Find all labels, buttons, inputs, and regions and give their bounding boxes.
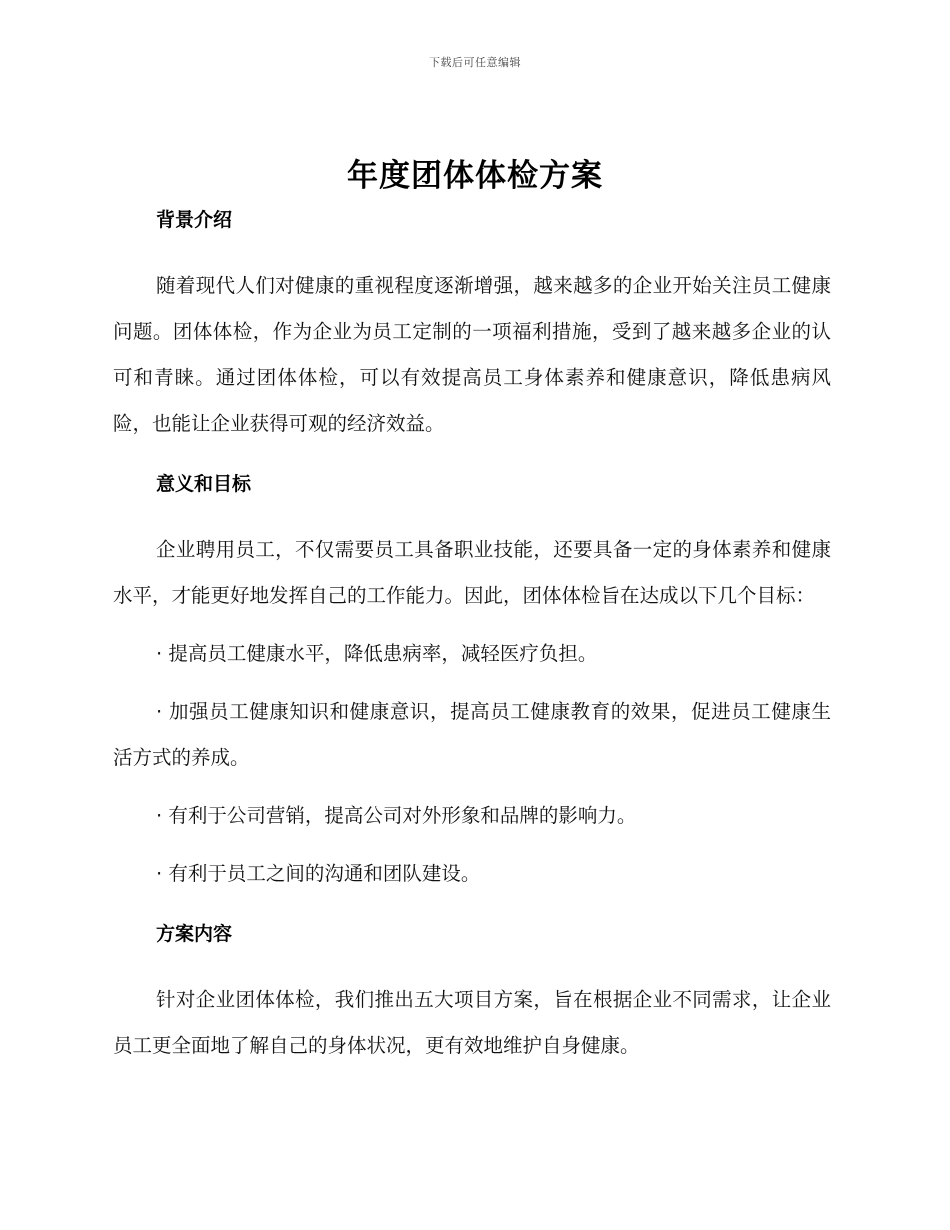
section-paragraph-purpose: 企业聘用员工，不仅需要员工具备职业技能，还要具备一定的身体素养和健康水平，才能更好地发挥自己的工作能力。因此，团体体检旨在达成以下几个目标： (113, 538, 831, 607)
section-heading-purpose: 意义和目标 (156, 473, 252, 495)
document-title: 年度团体体检方案 (347, 158, 603, 194)
list-item-goal-1: · 提高员工健康水平，降低患病率，减轻医疗负担。 (156, 642, 598, 665)
section-heading-background: 背景介绍 (156, 209, 233, 231)
section-heading-plan: 方案内容 (156, 923, 233, 945)
header-watermark: 下载后可任意编辑 (429, 56, 521, 69)
section-paragraph-background: 随着现代人们对健康的重视程度逐渐增强，越来越多的企业开始关注员工健康问题。团体体检，作为企业为员工定制的一项福利措施，受到了越来越多企业的认可和青睐。通过团体体检，可以有效提高员工身体素养和健康意识，降低患病风险，也能让企业获得可观的经济效益。 (113, 274, 831, 435)
list-item-goal-3: · 有利于公司营销，提高公司对外形象和品牌的影响力。 (156, 804, 637, 827)
list-item-goal-2: · 加强员工健康知识和健康意识，提高员工健康教育的效果，促进员工健康生活方式的养成。 (113, 700, 831, 769)
document-body (113, 205, 831, 1069)
list-item-goal-4: · 有利于员工之间的沟通和团队建设。 (156, 862, 481, 885)
section-paragraph-plan: 针对企业团体体检，我们推出五大项目方案，旨在根据企业不同需求，让企业员工更全面地了解自己的身体状况，更有效地维护自身健康。 (113, 988, 831, 1057)
